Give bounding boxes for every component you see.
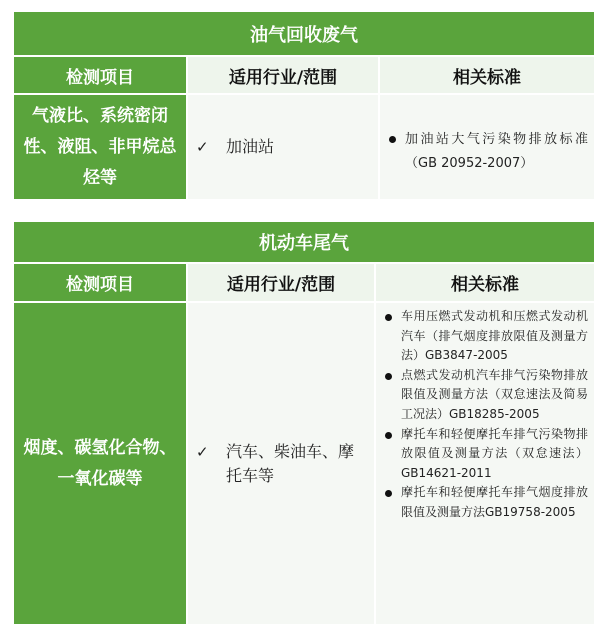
scope-cell <box>187 94 379 199</box>
standards-cell <box>375 302 594 624</box>
standard-text: 车用压燃式发动机和压燃式发动机汽车（排气烟度排放限值及测量方法）GB3847-2005 <box>401 309 588 363</box>
header-item: 检测项目 <box>14 56 187 94</box>
standard-item <box>376 483 594 522</box>
header-item: 检测项目 <box>14 263 187 302</box>
header-standard: 相关标准 <box>379 56 594 94</box>
detection-item-text: 烟度、碳氢化合物、一氧化碳等 <box>23 437 177 489</box>
standard-item <box>376 425 594 484</box>
bullet-icon <box>376 307 401 321</box>
section-table-oil-gas <box>14 12 594 199</box>
standard-text: 摩托车和轻便摩托车排气烟度排放限值及测量方法GB19758-2005 <box>401 485 588 519</box>
standard-item <box>376 366 594 425</box>
standard-item <box>376 307 594 366</box>
section-table-vehicle-exhaust <box>14 222 594 624</box>
bullet-icon <box>376 366 401 380</box>
scope-text: 汽车、柴油车、摩托车等 <box>226 441 355 485</box>
standard-text: 点燃式发动机汽车排气污染物排放限值及测量方法（双怠速法及简易工况法）GB18285-2005 <box>401 367 588 421</box>
check-icon: ✓ <box>196 442 209 461</box>
header-scope: 适用行业/范围 <box>187 263 375 302</box>
header-standard: 相关标准 <box>375 263 594 302</box>
header-scope: 适用行业/范围 <box>187 56 379 94</box>
standards-cell <box>379 94 594 199</box>
detection-item-cell <box>14 302 187 624</box>
detection-item-cell <box>14 94 187 199</box>
detection-item-text: 气液比、系统密闭性、液阻、非甲烷总烃等 <box>23 105 177 188</box>
scope-cell <box>187 302 375 624</box>
bullet-icon <box>376 425 401 439</box>
section-title: 油气回收废气 <box>14 12 594 56</box>
bullet-icon <box>376 483 401 497</box>
check-icon: ✓ <box>196 138 209 156</box>
scope-text: 加油站 <box>226 137 275 156</box>
section-title: 机动车尾气 <box>14 222 594 263</box>
bullet-icon <box>380 128 405 143</box>
standard-item <box>380 128 594 176</box>
standard-text: 摩托车和轻便摩托车排气污染物排放限值及测量方法（双怠速法） GB14621-2011 <box>401 426 588 480</box>
standard-text: 加油站大气污染物排放标准（GB 20952-2007） <box>405 132 588 171</box>
